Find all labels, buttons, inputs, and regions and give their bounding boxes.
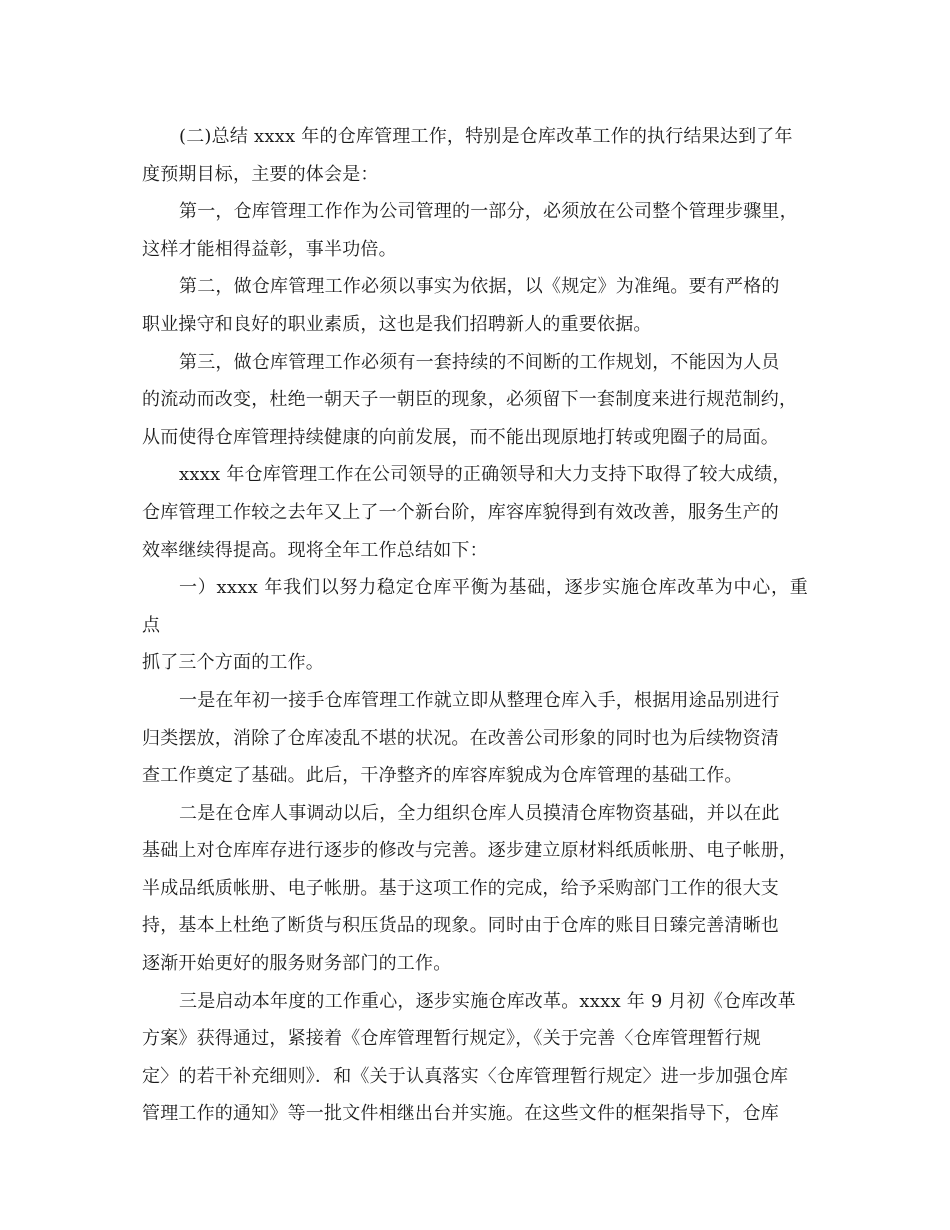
paragraph-annual-overview: xxxx 年仓库管理工作在公司领导的正确领导和大力支持下取得了较大成绩， 仓库管理工作较之去年又上了一个新台阶，库容库貌得到有效改善，服务生产的 效率继续得提高。现将全年工作总结如下：: [142, 464, 791, 561]
paragraph-summary-intro: (二)总结 xxxx 年的仓库管理工作，特别是仓库改革工作的执行结果达到了年 度预期目标，主要的体会是：: [142, 126, 793, 185]
document-body: [142, 118, 808, 1133]
paragraph-task-one: 一是在年初一接手仓库管理工作就立即从整理仓库入手，根据用途品别进行 归类摆放，消除了仓库凌乱不堪的状况。在改善公司形象的同时也为后续物资清 查工作奠定了基础。此后，干净整齐的库容库貌成为仓库管理的基础工作。: [142, 689, 780, 787]
paragraph-task-three: 三是启动本年度的工作重心，逐步实施仓库改革。xxxx 年 9 月初《仓库改革 方案》获得通过，紧接着《仓库管理暂行规定》，《关于完善〈仓库管理暂行规 定〉的若干补充细则》．和《关于认真落实〈仓库管理暂行规定〉进一步加强仓库 管理工作的通知》等一批文件相继出台并实施。在这些文件的框架指导下，仓库: [142, 990, 796, 1125]
paragraph-section-one: 一）xxxx 年我们以努力稳定仓库平衡为基础，逐步实施仓库改革为中心，重点 抓了三个方面的工作。: [142, 577, 808, 674]
paragraph-task-two: 二是在仓库人事调动以后，全力组织仓库人员摸清仓库物资基础，并以在此 基础上对仓库库存进行逐步的修改与完善。逐步建立原材料纸质帐册、电子帐册， 半成品纸质帐册、电子帐册。基于这项工作的完成，给予采购部门工作的很大支 持，基本上杜绝了断货与积压货品的现象。同时由于仓库的账目日臻完善清晰也 逐渐开始更好的服务财务部门的工作。: [142, 802, 798, 975]
paragraph-point-three: 第三，做仓库管理工作必须有一套持续的不间断的工作规划，不能因为人员 的流动而改变，杜绝一朝天子一朝臣的现象，必须留下一套制度来进行规范制约， 从而使得仓库管理持续健康的向前发展，而不能出现原地打转或兜圈子的局面。: [142, 351, 798, 448]
paragraph-point-two: 第二，做仓库管理工作必须以事实为依据，以《规定》为准绳。要有严格的 职业操守和良好的职业素质，这也是我们招聘新人的重要依据。: [142, 276, 780, 335]
paragraph-point-one: 第一，仓库管理工作作为公司管理的一部分，必须放在公司整个管理步骤里， 这样才能相得益彰，事半功倍。: [142, 201, 798, 260]
